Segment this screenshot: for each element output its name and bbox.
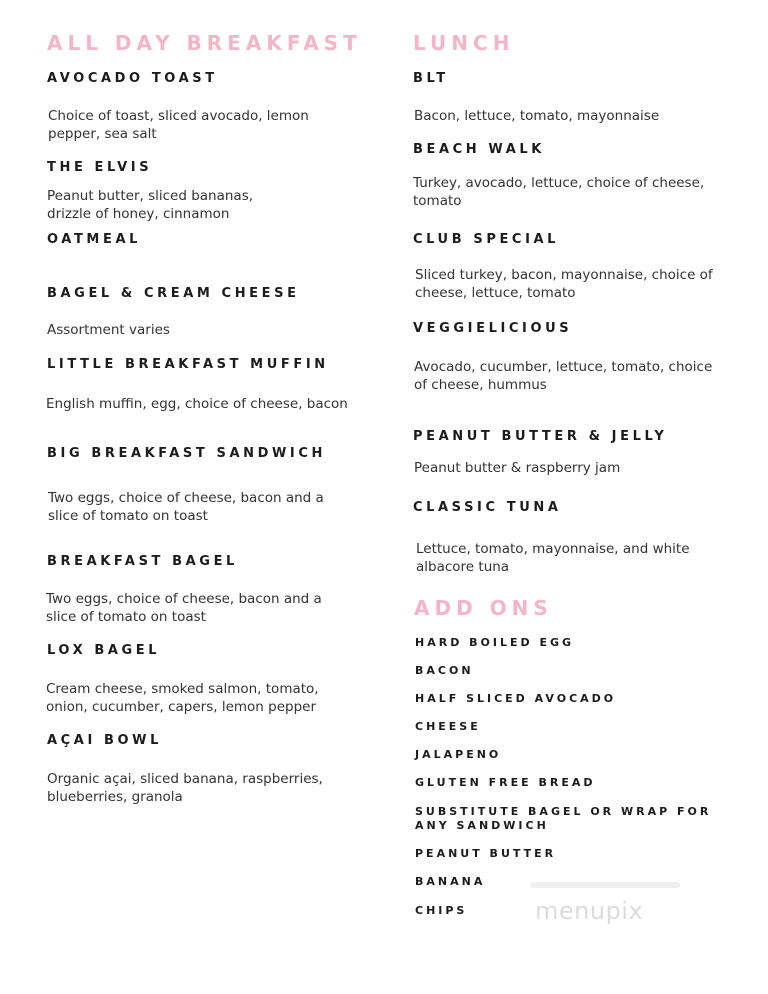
addon-item: CHEESE [415,720,481,733]
addon-item: GLUTEN FREE BREAD [415,776,596,789]
menu-item-name: BIG BREAKFAST SANDWICH [47,446,326,461]
menu-item-description: Assortment varies [47,322,170,338]
menu-item-description: English muffin, egg, choice of cheese, bacon [46,396,348,412]
menu-item-name: CLASSIC TUNA [413,500,562,515]
addon-item: CHIPS [415,904,468,917]
addon-item: HARD BOILED EGG [415,636,575,649]
menu-item-description: Lettuce, tomato, mayonnaise, and white albacore tuna [416,541,690,575]
watermark-logo: menupix [535,897,644,925]
addon-item: BACON [415,664,474,677]
menu-item-name: PEANUT BUTTER & JELLY [413,429,668,444]
menu-item-name: THE ELVIS [47,160,153,175]
addon-item: BANANA [415,875,486,888]
menu-item-name: AVOCADO TOAST [47,71,218,86]
menu-item-name: CLUB SPECIAL [413,232,560,247]
menu-item-description: Choice of toast, sliced avocado, lemon pepper, sea salt [48,108,309,142]
addon-item: SUBSTITUTE BAGEL OR WRAP FOR ANY SANDWICH [415,805,712,832]
addon-item: HALF SLICED AVOCADO [415,692,617,705]
addon-item: JALAPENO [415,748,502,761]
addon-item: PEANUT BUTTER [415,847,557,860]
lunch-section-title: LUNCH [413,31,515,55]
breakfast-section-title: ALL DAY BREAKFAST [47,31,362,55]
menu-item-description: Avocado, cucumber, lettuce, tomato, choice of cheese, hummus [414,359,713,393]
menu-item-description: Sliced turkey, bacon, mayonnaise, choice of cheese, lettuce, tomato [415,267,713,301]
menu-item-name: BAGEL & CREAM CHEESE [47,286,300,301]
addons-section-title: ADD ONS [414,596,553,620]
menu-item-name: VEGGIELICIOUS [413,321,573,336]
menu-item-description: Turkey, avocado, lettuce, choice of cheese, tomato [413,175,705,209]
menu-item-description: Cream cheese, smoked salmon, tomato, onion, cucumber, capers, lemon pepper [46,681,319,715]
menu-item-name: LITTLE BREAKFAST MUFFIN [47,357,329,372]
menu-item-name: BLT [413,71,449,86]
menu-item-description: Organic açai, sliced banana, raspberries, blueberries, granola [47,771,323,805]
menu-item-description: Peanut butter & raspberry jam [414,460,621,476]
menu-item-name: AÇAI BOWL [47,733,163,748]
menu-item-name: OATMEAL [47,232,141,247]
menu-item-description: Two eggs, choice of cheese, bacon and a slice of tomato on toast [48,490,324,524]
menu-item-name: BREAKFAST BAGEL [47,554,238,569]
menu-item-description: Peanut butter, sliced bananas, drizzle of honey, cinnamon [47,188,254,222]
watermark-bar [530,882,680,888]
menu-item-name: LOX BAGEL [47,643,161,658]
menu-item-description: Two eggs, choice of cheese, bacon and a slice of tomato on toast [46,591,322,625]
menu-item-name: BEACH WALK [413,142,545,157]
menu-item-description: Bacon, lettuce, tomato, mayonnaise [414,108,660,124]
